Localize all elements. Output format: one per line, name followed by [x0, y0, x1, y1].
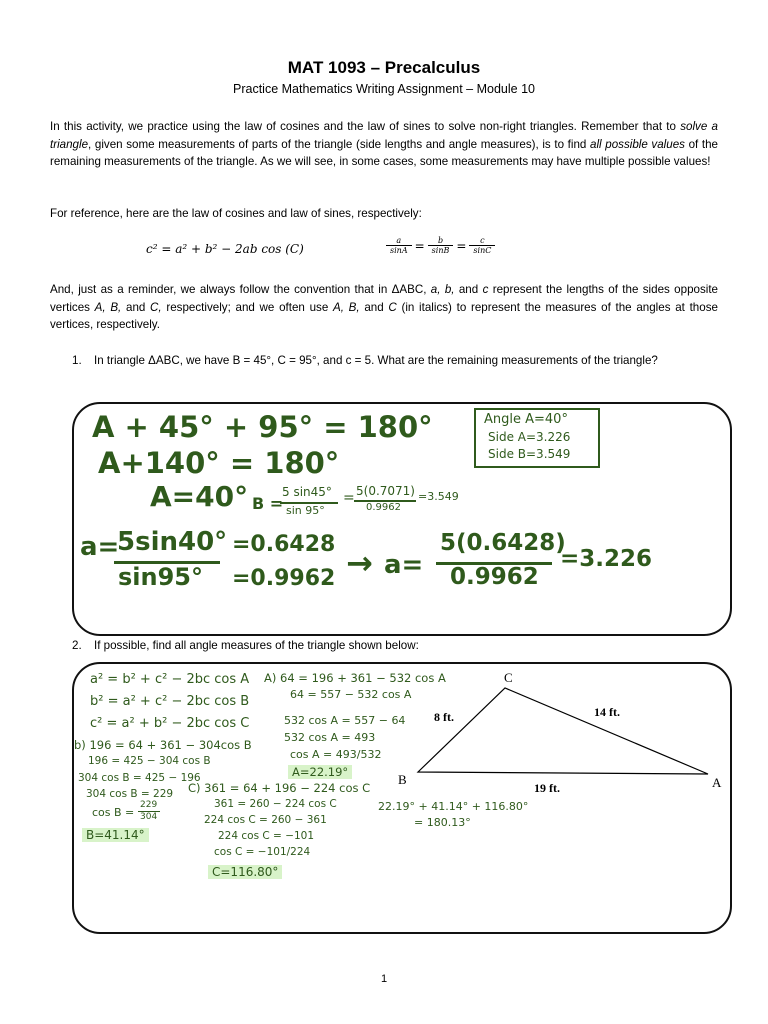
work1-line-3: A=40° [150, 480, 249, 513]
work2-c-step-2: 361 = 260 − 224 cos C [214, 798, 337, 810]
work2-a-step-2: 64 = 557 − 532 cos A [290, 688, 412, 701]
work2-a-step-3: 532 cos A = 557 − 64 [284, 714, 406, 727]
work2-a-step-5: cos A = 493/532 [290, 748, 382, 761]
page-title: MAT 1093 – Precalculus [287, 58, 481, 77]
work2-law-1: a² = b² + c² − 2bc cos A [90, 672, 250, 687]
side-label-bc: 8 ft. [434, 710, 454, 724]
work1-line-1: A + 45° + 95° = 180° [92, 410, 433, 444]
vertex-label-c: C [504, 670, 513, 685]
answer-side-b: Side B=3.549 [488, 447, 571, 461]
intro-paragraph-3: And, just as a reminder, we always follow the convention that in ΔABC, a, b, and c represent the lengths of the sides opposite vertices A, B, and C, respectively; and we often use A, B, and C (in italics) to represent the measures of the angles at those vertices, respectively. [50, 283, 719, 331]
work2-c-step-5: cos C = −101/224 [214, 846, 311, 858]
law-of-sines: $\frac{a}{\sin A}$ = $\frac{b}{\sin B}$ = $\frac{c}{\sin C}$ [386, 236, 495, 255]
work2-b-result: B=41.14° [82, 828, 149, 842]
work2-b-step-2: 196 = 425 − 304 cos B [88, 755, 211, 767]
answer-angle-a: Angle A=40° [484, 412, 568, 427]
work2-law-2: b² = a² + c² − 2bc cos B [90, 694, 250, 709]
work1-arrow-icon: → [346, 544, 373, 582]
work1-a-value-1: =0.6428 [232, 532, 336, 557]
work2-sum-line-2: = 180.13° [414, 816, 471, 829]
work1-b-num2: 5(0.7071) [356, 484, 415, 498]
work2-a-step-4: 532 cos A = 493 [284, 731, 376, 744]
work1-a-den-2: 0.9962 [450, 564, 539, 590]
work2-c-step-1: C) 361 = 64 + 196 − 224 cos C [188, 781, 371, 795]
work2-b-step-4: 304 cos B = 229 [86, 788, 174, 800]
question-1: 1. In triangle ΔABC, we have B = 45°, C = 95°, and c = 5. What are the remaining measurements of the triangle? [72, 354, 658, 367]
work2-c-step-4: 224 cos C = −101 [218, 830, 315, 842]
side-label-ba: 19 ft. [534, 781, 560, 795]
work2-c-result: C=116.80° [208, 865, 282, 879]
question-2: 2. If possible, find all angle measures of the triangle shown below: [72, 639, 419, 652]
work2-c-step-3: 224 cos C = 260 − 361 [204, 814, 327, 826]
work2-a-step-1: A) 64 = 196 + 361 − 532 cos A [264, 671, 446, 685]
work1-line-2: A+140° = 180° [98, 446, 340, 480]
work1-a-lhs: a= [80, 532, 120, 562]
intro-paragraph-1: In this activity, we practice using the law of cosines and the law of sines to solve non-right triangles. Remember that to solve a triangle, given some measurements of parts of the triangle (side lengths and angle measures), is to find all possible values of the remaining measurements of the triangle. As we will see, in some cases, some measurements may have multiple possible values! [50, 120, 719, 168]
work1-a-value-2: =0.9962 [232, 566, 336, 591]
vertex-label-b: B [398, 772, 407, 787]
work2-law-3: c² = a² + b² − 2bc cos C [90, 716, 250, 731]
answer-side-a: Side A=3.226 [488, 430, 571, 444]
work1-b-num: 5 sin45° [282, 485, 332, 499]
law-of-cosines: c² = a² + b² − 2ab cos (C) [146, 242, 304, 256]
work1-b-den2: 0.9962 [366, 502, 401, 513]
work2-b-step-5-den: 304 [140, 812, 158, 822]
work2-b-step-3: 304 cos B = 425 − 196 [78, 772, 201, 784]
work1-a-den: sin95° [118, 563, 203, 591]
work1-b-result: =3.549 [418, 490, 459, 503]
page-number: 1 [380, 973, 388, 985]
work2-b-step-1: b) 196 = 64 + 361 − 304cos B [74, 738, 252, 752]
work2-b-step-5-num: 229 [140, 800, 158, 810]
work1-b-eq: = [343, 490, 355, 506]
triangle-shape [418, 688, 708, 774]
work1-a-num-2: 5(0.6428) [440, 530, 566, 556]
work2-a-result: A=22.19° [288, 765, 352, 779]
vertex-label-a: A [712, 775, 722, 790]
intro-paragraph-2: For reference, here are the law of cosines and law of sines, respectively: [50, 207, 422, 220]
work1-b-den: sin 95° [286, 504, 325, 517]
work1-a-lhs-2: a= [384, 550, 424, 580]
work1-a-result: =3.226 [560, 546, 653, 572]
work2-sum-line-1: 22.19° + 41.14° + 116.80° [378, 800, 529, 813]
side-label-ca: 14 ft. [594, 705, 620, 719]
work1-b-lhs: B = [252, 494, 284, 513]
work2-b-step-5: cos B = [92, 806, 135, 819]
page-subtitle: Practice Mathematics Writing Assignment – Module 10 [233, 82, 535, 96]
work1-a-num: 5sin40° [117, 527, 228, 557]
